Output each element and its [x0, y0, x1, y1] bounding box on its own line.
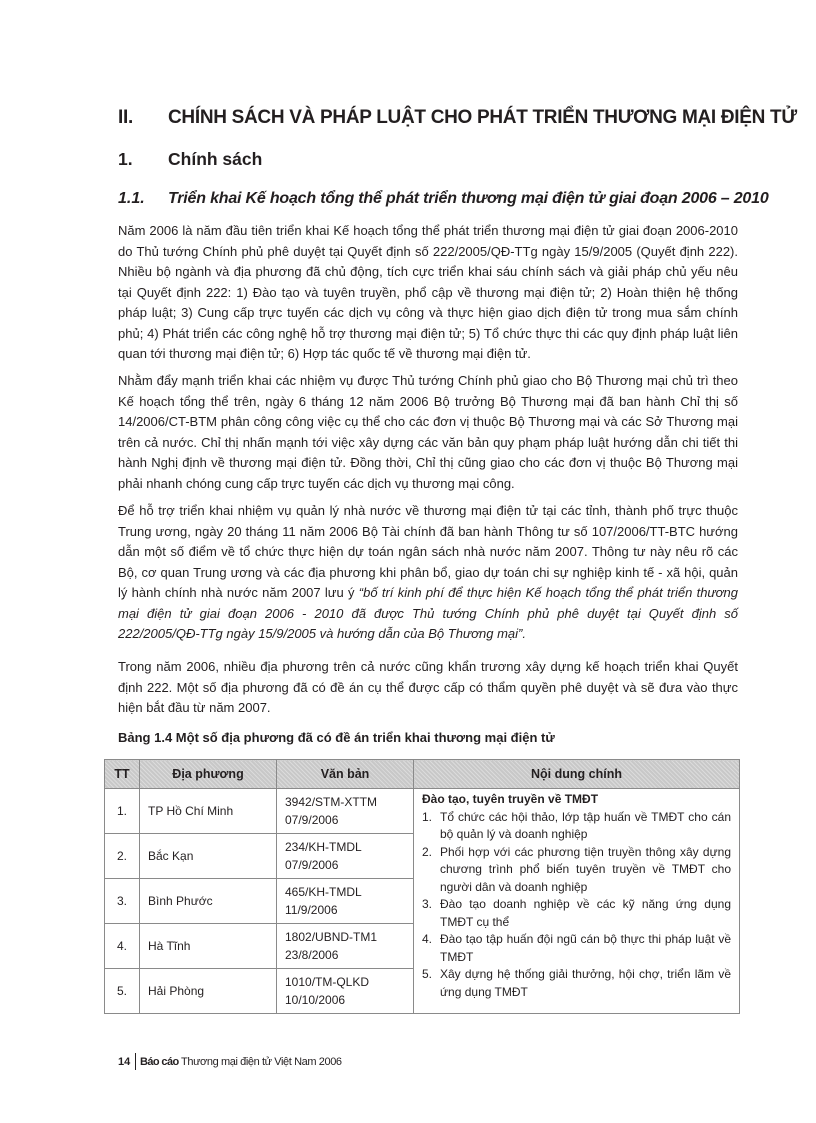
row-document [277, 969, 414, 1014]
row-tt: 5. [105, 969, 140, 1014]
list-item-text: Đào tạo tập huấn đội ngũ cán bộ thực thi pháp luật về TMĐT [440, 932, 731, 964]
header-locality: Địa phương [140, 760, 277, 789]
list-item-number: 1. [422, 809, 433, 824]
subsubsection-title: Triển khai Kế hoạch tổng thể phát triển thương mại điện tử giai đoạn 2006 – 2010 [168, 190, 769, 207]
list-item-text: Tổ chức các hội thảo, lớp tập huấn về TMĐT cho cán bộ quản lý và doanh nghiệp [440, 809, 731, 841]
document-number: 3942/STM-XTTM [285, 795, 378, 809]
row-tt: 4. [105, 924, 140, 969]
list-item-text: Xây dựng hệ thống giải thưởng, hội chợ, triển lãm về ứng dụng TMĐT [440, 967, 731, 999]
subsubsection-number: 1.1. [118, 190, 145, 207]
document-number: 1010/TM-QLKD [285, 975, 370, 989]
localities-table [104, 759, 740, 1014]
row-tt: 3. [105, 879, 140, 924]
document-date: 23/8/2006 [285, 948, 339, 962]
row-document [277, 924, 414, 969]
paragraph-4: Trong năm 2006, nhiều địa phương trên cả nước cũng khẩn trương xây dựng kế hoạch triển khai Quyết định 222. Một số địa phương đã có đề án cụ thể được cấp có thẩm quyền phê duyệt và sẽ đưa vào thực hiện bắt đầu từ năm 2007. [118, 659, 738, 715]
table-header-row [105, 760, 740, 789]
paragraph-3 [118, 501, 738, 645]
row-locality: TP Hồ Chí Minh [140, 789, 277, 834]
document-number: 1802/UBND-TM1 [285, 930, 378, 944]
list-item [422, 809, 731, 844]
document-date: 07/9/2006 [285, 858, 339, 872]
subsection-number: 1. [118, 149, 133, 169]
table-caption: Bảng 1.4 Một số địa phương đã có đề án triển khai thương mại điện tử [118, 730, 555, 745]
section-title: CHÍNH SÁCH VÀ PHÁP LUẬT CHO PHÁT TRIỂN THƯƠNG MẠI ĐIỆN TỬ [168, 107, 797, 128]
row-locality: Hà Tĩnh [140, 924, 277, 969]
header-tt: TT [105, 760, 140, 789]
section-number: II. [118, 107, 133, 128]
list-item [422, 966, 731, 1001]
document-number: 465/KH-TMDL [285, 885, 362, 899]
list-item-text: Đào tạo doanh nghiệp về các kỹ năng ứng dụng TMĐT cụ thể [440, 897, 731, 929]
list-item-number: 3. [422, 897, 433, 911]
list-item [422, 896, 731, 931]
document-date: 07/9/2006 [285, 813, 339, 827]
footer-divider [135, 1053, 136, 1070]
header-document: Văn bản [277, 760, 414, 789]
row-tt: 2. [105, 834, 140, 879]
content-list [422, 809, 731, 1002]
document-number: 234/KH-TMDL [285, 840, 362, 854]
paragraph-2: Nhằm đẩy mạnh triển khai các nhiệm vụ được Thủ tướng Chính phủ giao cho Bộ Thương mại chủ trì theo Kế hoạch tổng thể trên, ngày 6 tháng 12 năm 2006 Bộ trưởng Bộ Thương mại đã ban hành Chỉ thị số 14/2006/CT-BTM phân công công việc cụ thể cho các đơn vị thuộc Bộ Thương mại và các Sở Thương mại trên cả nước. Chỉ thị nhấn mạnh tới việc xây dựng các văn bản quy phạm pháp luật hướng dẫn chi tiết thi hành Nghị định về thương mại điện tử. Đồng thời, Chỉ thị cũng giao cho các đơn vị thuộc Bộ Thương mại phải nhanh chóng cung cấp trực tuyến các dịch vụ thương mại công. [118, 373, 738, 491]
footer-report-title [140, 1056, 342, 1068]
paragraph-1: Năm 2006 là năm đầu tiên triển khai Kế hoạch tổng thể phát triển thương mại điện tử giai đoạn 2006-2010 do Thủ tướng Chính phủ phê duyệt tại Quyết định số 222/2005/QĐ-TTg ngày 15/9/2005 (Quyết định 222). Nhiều bộ ngành và địa phương đã chủ động, tích cực triển khai sáu chính sách và giải pháp chủ yếu nêu tại Quyết định 222: 1) Đào tạo và tuyên truyền, phổ cập về thương mại điện tử; 2) Hoàn thiện hệ thống pháp luật; 3) Cung cấp trực tuyến các dịch vụ công và thực hiện giao dịch điện tử trong mua sắm chính phủ; 4) Phát triển các công nghệ hỗ trợ thương mại điện tử; 5) Tổ chức thực thi các quy định pháp luật liên quan tới thương mại điện tử; 6) Hợp tác quốc tế về thương mại điện tử. [118, 223, 738, 361]
footer-title-rest: Thương mại điện tử Việt Nam 2006 [178, 1056, 342, 1068]
row-tt: 1. [105, 789, 140, 834]
row-document [277, 789, 414, 834]
table-row [105, 789, 740, 834]
paragraph-3-text: Để hỗ trợ triển khai nhiệm vụ quản lý nhà nước về thương mại điện tử tại các tỉnh, thành phố trực thuộc Trung ương, ngày 20 tháng 11 năm 2006 Bộ Tài chính đã ban hành Thông tư số 107/2006/TT-BTC hướng dẫn một số điểm về tổ chức thực hiện dự toán ngân sách nhà nước năm 2007. Thông tư này nêu rõ các Bộ, cơ quan Trung ương và các địa phương khi phân bổ, giao dự toán chi sự nghiệp kinh tế - xã hội, quản lý hành chính nhà nước năm 2007 lưu ý [118, 503, 738, 600]
document-date: 10/10/2006 [285, 993, 346, 1007]
list-item [422, 931, 731, 966]
document-date: 11/9/2006 [285, 903, 338, 917]
subsection-title: Chính sách [168, 149, 263, 169]
list-item-text: Phối hợp với các phương tiện truyền thông xây dựng chương trình phổ biến tuyên truyền về TMĐT cho người dân và doanh nghiệp [440, 844, 731, 894]
content-title: Đào tạo, tuyên truyền về TMĐT [422, 792, 599, 806]
main-content-cell [414, 789, 740, 1014]
row-locality: Bình Phước [140, 879, 277, 924]
paragraph-3-quote: “bố trí kinh phí để thực hiện Kế hoạch tổng thể phát triển thương mại điện tử giai đoạn 2006 - 2010 đã được Thủ tướng Chính phủ phê duyệt tại Quyết định số 222/2005/QĐ-TTg ngày 15/9/2005 và hướng dẫn của Bộ Thương mại”. [118, 585, 738, 641]
list-item-number: 5. [422, 967, 433, 981]
list-item [422, 844, 731, 897]
header-content: Nội dung chính [414, 760, 740, 789]
page-number: 14 [118, 1056, 131, 1068]
row-locality: Bắc Kạn [140, 834, 277, 879]
row-locality: Hải Phòng [140, 969, 277, 1014]
list-item-number: 4. [422, 932, 433, 946]
list-item-number: 2. [422, 844, 433, 859]
row-document [277, 834, 414, 879]
footer-brand: Báo cáo [140, 1056, 179, 1068]
row-document [277, 879, 414, 924]
